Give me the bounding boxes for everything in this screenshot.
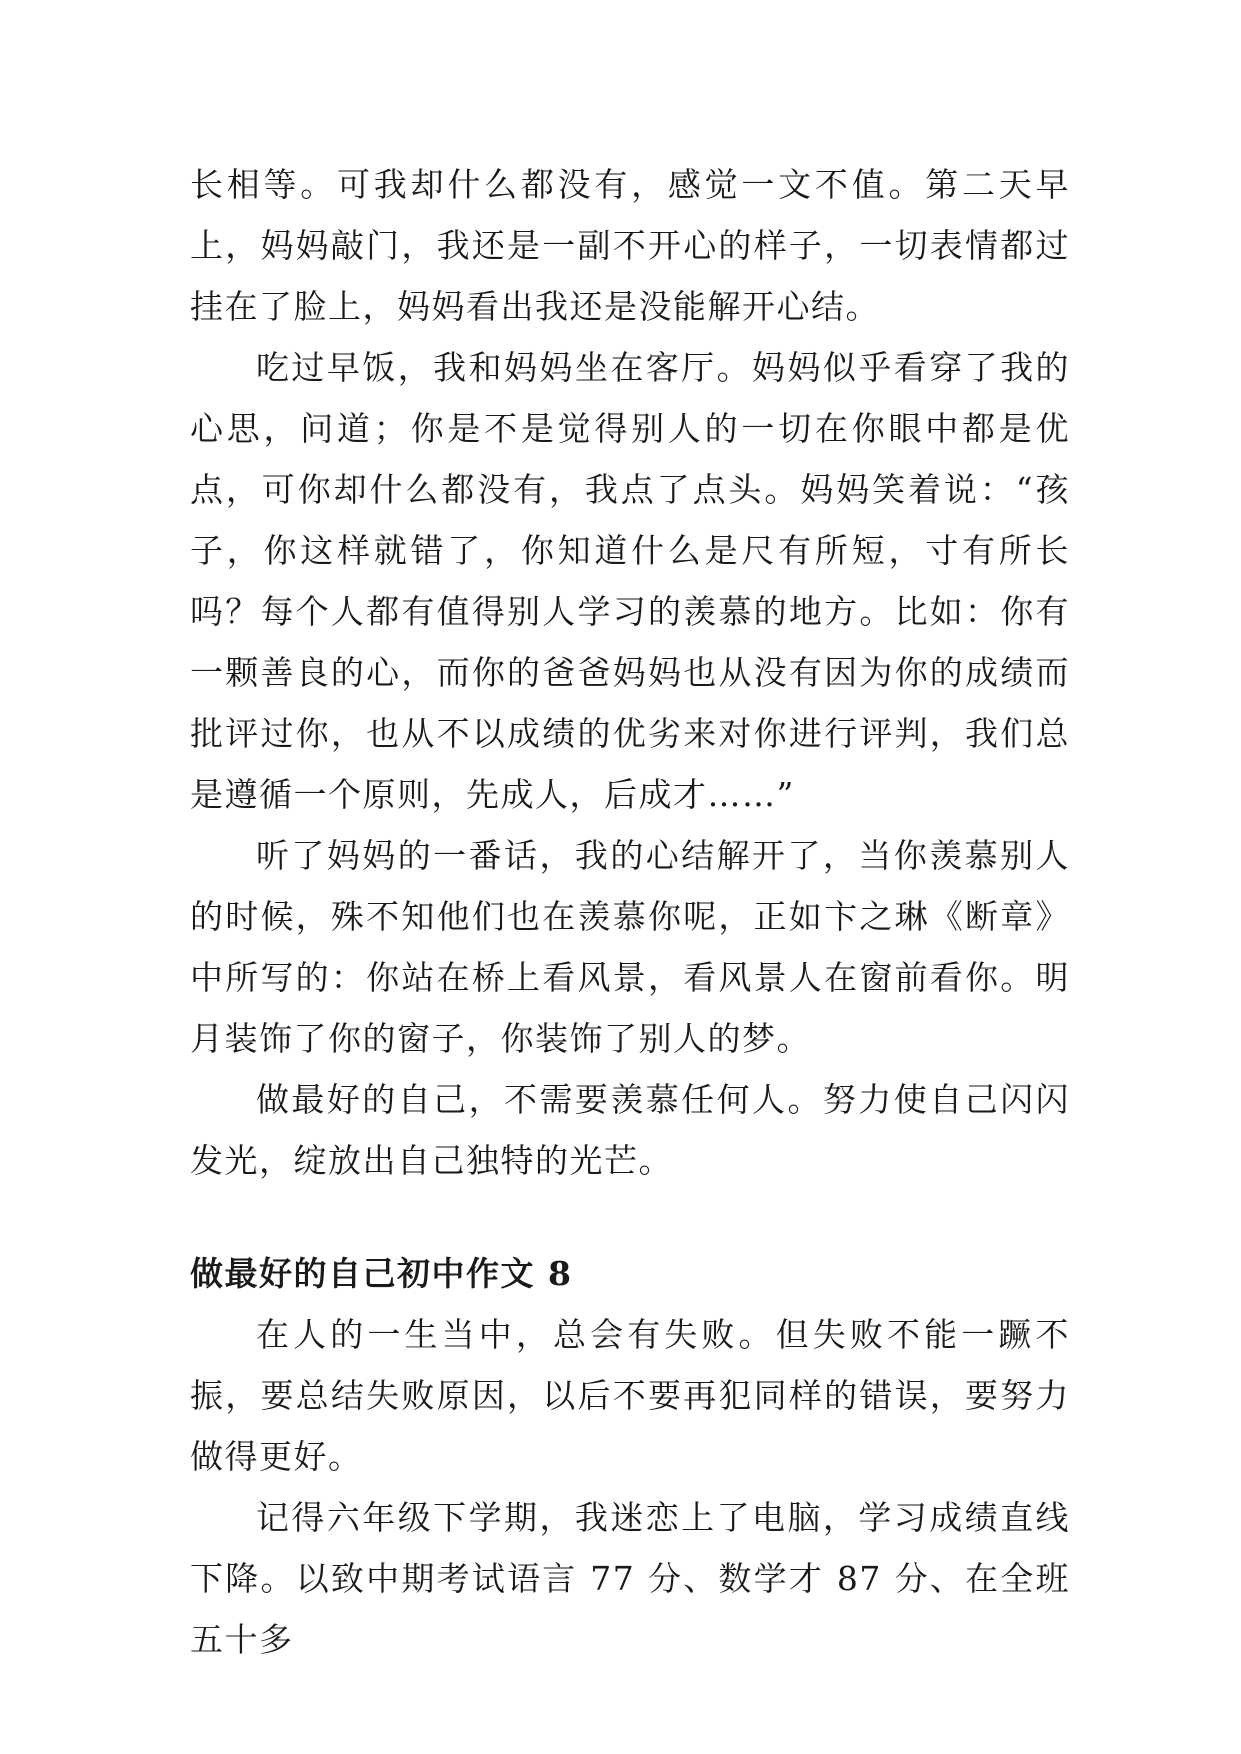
paragraph: 吃过早饭，我和妈妈坐在客厅。妈妈似乎看穿了我的心思，问道；你是不是觉得别人的一切在你眼中都是优点，可你却什么都没有，我点了点头。妈妈笑着说：“孩子，你这样就错了，你知道什么是尺有所短，寸有所长吗？每个人都有值得别人学习的羡慕的地方。比如：你有一颗善良的心，而你的爸爸妈妈也从没有因为你的成绩而批评过你，也从不以成绩的优劣来对你进行评判，我们总是遵循一个原则，先成人，后成才……” <box>190 348 1070 814</box>
paragraph: 长相等。可我却什么都没有，感觉一文不值。第二天早上，妈妈敲门，我还是一副不开心的样子，一切表情都过挂在了脸上，妈妈看出我还是没能解开心结。 <box>190 165 1070 326</box>
section-heading: 做最好的自己初中作文 8 <box>190 1254 573 1293</box>
document-body <box>190 154 1070 1670</box>
paragraph: 在人的一生当中，总会有失败。但失败不能一蹶不振，要总结失败原因，以后不要再犯同样的错误，要努力做得更好。 <box>190 1315 1070 1476</box>
section-gap <box>190 1191 1070 1243</box>
paragraph: 记得六年级下学期，我迷恋上了电脑，学习成绩直线下降。以致中期考试语言 77 分、数学才 87 分、在全班五十多 <box>190 1498 1070 1659</box>
paragraph: 做最好的自己，不需要羡慕任何人。努力使自己闪闪发光，绽放出自己独特的光芒。 <box>190 1080 1070 1180</box>
paragraph: 听了妈妈的一番话，我的心结解开了，当你羡慕别人的时候，殊不知他们也在羡慕你呢，正如卞之琳《断章》中所写的：你站在桥上看风景，看风景人在窗前看你。明月装饰了你的窗子，你装饰了别人的梦。 <box>190 836 1070 1058</box>
